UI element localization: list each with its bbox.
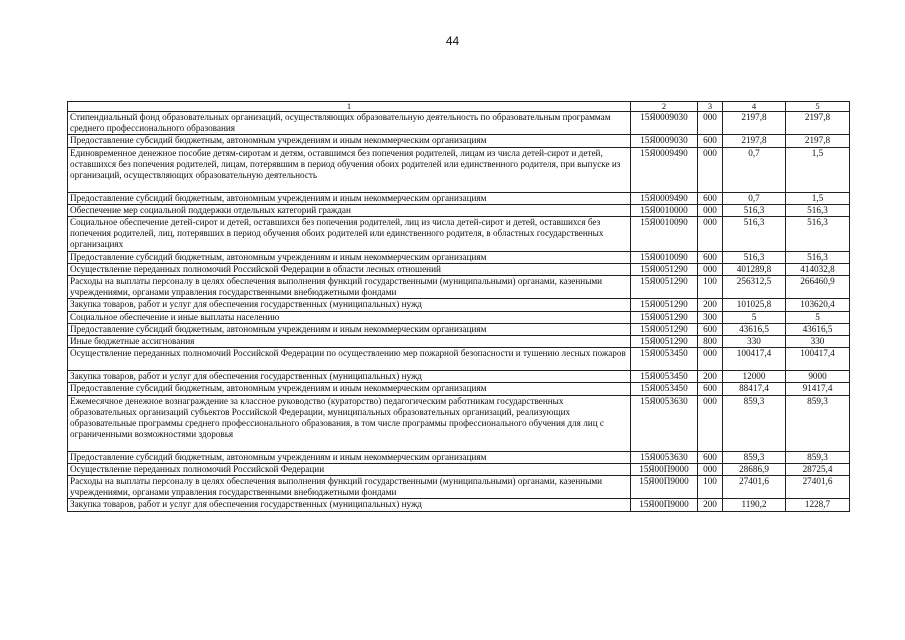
row-value-1: 401289,8 bbox=[723, 263, 786, 275]
row-value-2: 516,3 bbox=[786, 251, 850, 263]
header-col-4: 4 bbox=[723, 102, 786, 112]
row-name: Предоставление субсидий бюджетным, автономным учреждениям и иным некоммерческим организациям bbox=[68, 383, 631, 395]
row-type: 000 bbox=[698, 147, 723, 192]
row-code: 15Я0010000 bbox=[631, 204, 698, 216]
row-type: 200 bbox=[698, 299, 723, 311]
row-name: Закупка товаров, работ и услуг для обеспечения государственных (муниципальных) нужд bbox=[68, 499, 631, 511]
row-value-2: 516,3 bbox=[786, 217, 850, 252]
row-type: 600 bbox=[698, 383, 723, 395]
row-value-2: 516,3 bbox=[786, 204, 850, 216]
row-value-2: 103620,4 bbox=[786, 299, 850, 311]
row-name: Осуществление переданных полномочий Российской Федерации bbox=[68, 463, 631, 475]
table-row bbox=[68, 336, 850, 348]
row-value-1: 100417,4 bbox=[723, 348, 786, 371]
row-name: Предоставление субсидий бюджетным, автономным учреждениям и иным некоммерческим организациям bbox=[68, 251, 631, 263]
row-value-1: 2197,8 bbox=[723, 135, 786, 147]
row-code: 15Я0009490 bbox=[631, 147, 698, 192]
row-code: 15Я0053630 bbox=[631, 395, 698, 451]
row-value-2: 91417,4 bbox=[786, 383, 850, 395]
row-code: 15Я0051290 bbox=[631, 323, 698, 335]
table-row bbox=[68, 371, 850, 383]
row-value-1: 88417,4 bbox=[723, 383, 786, 395]
row-name: Ежемесячное денежное вознаграждение за классное руководство (кураторство) педагогическим работникам государственных образовательных организаций субъектов Российской Федерации, муниципальных образовательных организаций, реализующих образовательные программы среднего профессионального образования, в том числе программы профессионального обучения для лиц с ограниченными возможностями здоровья bbox=[68, 395, 631, 451]
row-type: 200 bbox=[698, 371, 723, 383]
row-code: 15Я0009030 bbox=[631, 135, 698, 147]
row-type: 000 bbox=[698, 463, 723, 475]
row-value-2: 2197,8 bbox=[786, 112, 850, 135]
row-value-2: 5 bbox=[786, 311, 850, 323]
table-row bbox=[68, 476, 850, 499]
row-value-2: 27401,6 bbox=[786, 476, 850, 499]
row-name: Закупка товаров, работ и услуг для обеспечения государственных (муниципальных) нужд bbox=[68, 371, 631, 383]
table-row bbox=[68, 463, 850, 475]
row-value-1: 101025,8 bbox=[723, 299, 786, 311]
row-code: 15Я0053630 bbox=[631, 451, 698, 463]
table-row bbox=[68, 135, 850, 147]
row-type: 000 bbox=[698, 204, 723, 216]
row-name: Предоставление субсидий бюджетным, автономным учреждениям и иным некоммерческим организациям bbox=[68, 323, 631, 335]
row-value-1: 516,3 bbox=[723, 251, 786, 263]
row-value-1: 28686,9 bbox=[723, 463, 786, 475]
row-value-2: 100417,4 bbox=[786, 348, 850, 371]
row-value-2: 9000 bbox=[786, 371, 850, 383]
row-name: Осуществление переданных полномочий Российской Федерации по осуществлению мер пожарной безопасности и тушению лесных пожаров bbox=[68, 348, 631, 371]
table-row bbox=[68, 112, 850, 135]
table-row bbox=[68, 263, 850, 275]
page-number: 44 bbox=[445, 34, 460, 48]
row-name: Предоставление субсидий бюджетным, автономным учреждениям и иным некоммерческим организациям bbox=[68, 451, 631, 463]
row-name: Стипендиальный фонд образовательных организаций, осуществляющих образовательную деятельность по образовательным программам среднего профессионального образования bbox=[68, 112, 631, 135]
row-type: 600 bbox=[698, 192, 723, 204]
row-name: Предоставление субсидий бюджетным, автономным учреждениям и иным некоммерческим организациям bbox=[68, 192, 631, 204]
row-name: Социальное обеспечение и иные выплаты населению bbox=[68, 311, 631, 323]
row-code: 15Я0051290 bbox=[631, 263, 698, 275]
budget-table bbox=[67, 101, 850, 512]
row-type: 300 bbox=[698, 311, 723, 323]
table-row bbox=[68, 192, 850, 204]
row-code: 15Я0053450 bbox=[631, 383, 698, 395]
row-value-2: 266460,9 bbox=[786, 276, 850, 299]
row-value-1: 516,3 bbox=[723, 217, 786, 252]
row-type: 000 bbox=[698, 217, 723, 252]
row-code: 15Я0010090 bbox=[631, 217, 698, 252]
table-row bbox=[68, 323, 850, 335]
row-value-2: 414032,8 bbox=[786, 263, 850, 275]
row-value-2: 1228,7 bbox=[786, 499, 850, 511]
header-row bbox=[68, 102, 850, 112]
row-name: Закупка товаров, работ и услуг для обеспечения государственных (муниципальных) нужд bbox=[68, 299, 631, 311]
row-value-2: 43616,5 bbox=[786, 323, 850, 335]
row-code: 15Я0051290 bbox=[631, 336, 698, 348]
table-row bbox=[68, 276, 850, 299]
row-value-2: 330 bbox=[786, 336, 850, 348]
row-value-1: 0,7 bbox=[723, 147, 786, 192]
row-value-1: 2197,8 bbox=[723, 112, 786, 135]
row-value-2: 2197,8 bbox=[786, 135, 850, 147]
row-code: 15Я0010090 bbox=[631, 251, 698, 263]
table-row bbox=[68, 499, 850, 511]
row-code: 15Я0051290 bbox=[631, 276, 698, 299]
row-value-1: 859,3 bbox=[723, 395, 786, 451]
row-name: Единовременное денежное пособие детям-сиротам и детям, оставшимся без попечения родителей, лицам из числа детей-сирот и детей, оставшихся без попечения родителей, лицам, потерявшим в период обучения обоих родителей или единственного родителя, при выпуске из организаций, осуществляющих образовательную деятельность bbox=[68, 147, 631, 192]
row-value-2: 1,5 bbox=[786, 192, 850, 204]
row-code: 15Я00П9000 bbox=[631, 463, 698, 475]
row-name: Расходы на выплаты персоналу в целях обеспечения выполнения функций государственными (муниципальными) органами, казенными учреждениями, органами управления государственными внебюджетными фондами bbox=[68, 276, 631, 299]
row-code: 15Я0009490 bbox=[631, 192, 698, 204]
row-code: 15Я0053450 bbox=[631, 348, 698, 371]
header-col-1: 1 bbox=[68, 102, 631, 112]
row-code: 15Я0051290 bbox=[631, 311, 698, 323]
row-type: 600 bbox=[698, 323, 723, 335]
row-name: Иные бюджетные ассигнования bbox=[68, 336, 631, 348]
row-type: 600 bbox=[698, 135, 723, 147]
table-row bbox=[68, 217, 850, 252]
header-col-5: 5 bbox=[786, 102, 850, 112]
table-row bbox=[68, 383, 850, 395]
row-type: 000 bbox=[698, 395, 723, 451]
row-value-1: 1190,2 bbox=[723, 499, 786, 511]
row-value-1: 516,3 bbox=[723, 204, 786, 216]
table-row bbox=[68, 311, 850, 323]
row-name: Осуществление переданных полномочий Российской Федерации в области лесных отношений bbox=[68, 263, 631, 275]
row-code: 15Я00П9000 bbox=[631, 476, 698, 499]
row-value-1: 43616,5 bbox=[723, 323, 786, 335]
row-value-1: 330 bbox=[723, 336, 786, 348]
table-row bbox=[68, 299, 850, 311]
row-type: 800 bbox=[698, 336, 723, 348]
table-row bbox=[68, 451, 850, 463]
row-name: Предоставление субсидий бюджетным, автономным учреждениям и иным некоммерческим организациям bbox=[68, 135, 631, 147]
row-type: 000 bbox=[698, 112, 723, 135]
row-type: 000 bbox=[698, 348, 723, 371]
row-value-1: 27401,6 bbox=[723, 476, 786, 499]
row-value-2: 859,3 bbox=[786, 395, 850, 451]
row-type: 600 bbox=[698, 451, 723, 463]
row-type: 000 bbox=[698, 263, 723, 275]
row-value-1: 0,7 bbox=[723, 192, 786, 204]
row-value-1: 859,3 bbox=[723, 451, 786, 463]
row-value-2: 28725,4 bbox=[786, 463, 850, 475]
row-type: 600 bbox=[698, 251, 723, 263]
row-value-2: 1,5 bbox=[786, 147, 850, 192]
row-code: 15Я0009030 bbox=[631, 112, 698, 135]
table-row bbox=[68, 251, 850, 263]
row-type: 100 bbox=[698, 476, 723, 499]
row-name: Социальное обеспечение детей-сирот и детей, оставшихся без попечения родителей, лиц из числа детей-сирот и детей, оставшихся без попечения родителей, лиц, потерявших в период обучения обоих родителей или единственного родителя, в областных государственных организациях bbox=[68, 217, 631, 252]
row-name: Расходы на выплаты персоналу в целях обеспечения выполнения функций государственными (муниципальными) органами, казенными учреждениями, органами управления государственными внебюджетными фондами bbox=[68, 476, 631, 499]
header-col-3: 3 bbox=[698, 102, 723, 112]
row-type: 100 bbox=[698, 276, 723, 299]
row-name: Обеспечение мер социальной поддержки отдельных категорий граждан bbox=[68, 204, 631, 216]
table-row bbox=[68, 395, 850, 451]
row-code: 15Я0053450 bbox=[631, 371, 698, 383]
table-row bbox=[68, 147, 850, 192]
row-value-1: 256312,5 bbox=[723, 276, 786, 299]
row-value-2: 859,3 bbox=[786, 451, 850, 463]
row-type: 200 bbox=[698, 499, 723, 511]
row-code: 15Я0051290 bbox=[631, 299, 698, 311]
row-value-1: 5 bbox=[723, 311, 786, 323]
table-row bbox=[68, 204, 850, 216]
table-row bbox=[68, 348, 850, 371]
row-value-1: 12000 bbox=[723, 371, 786, 383]
row-code: 15Я00П9000 bbox=[631, 499, 698, 511]
header-col-2: 2 bbox=[631, 102, 698, 112]
